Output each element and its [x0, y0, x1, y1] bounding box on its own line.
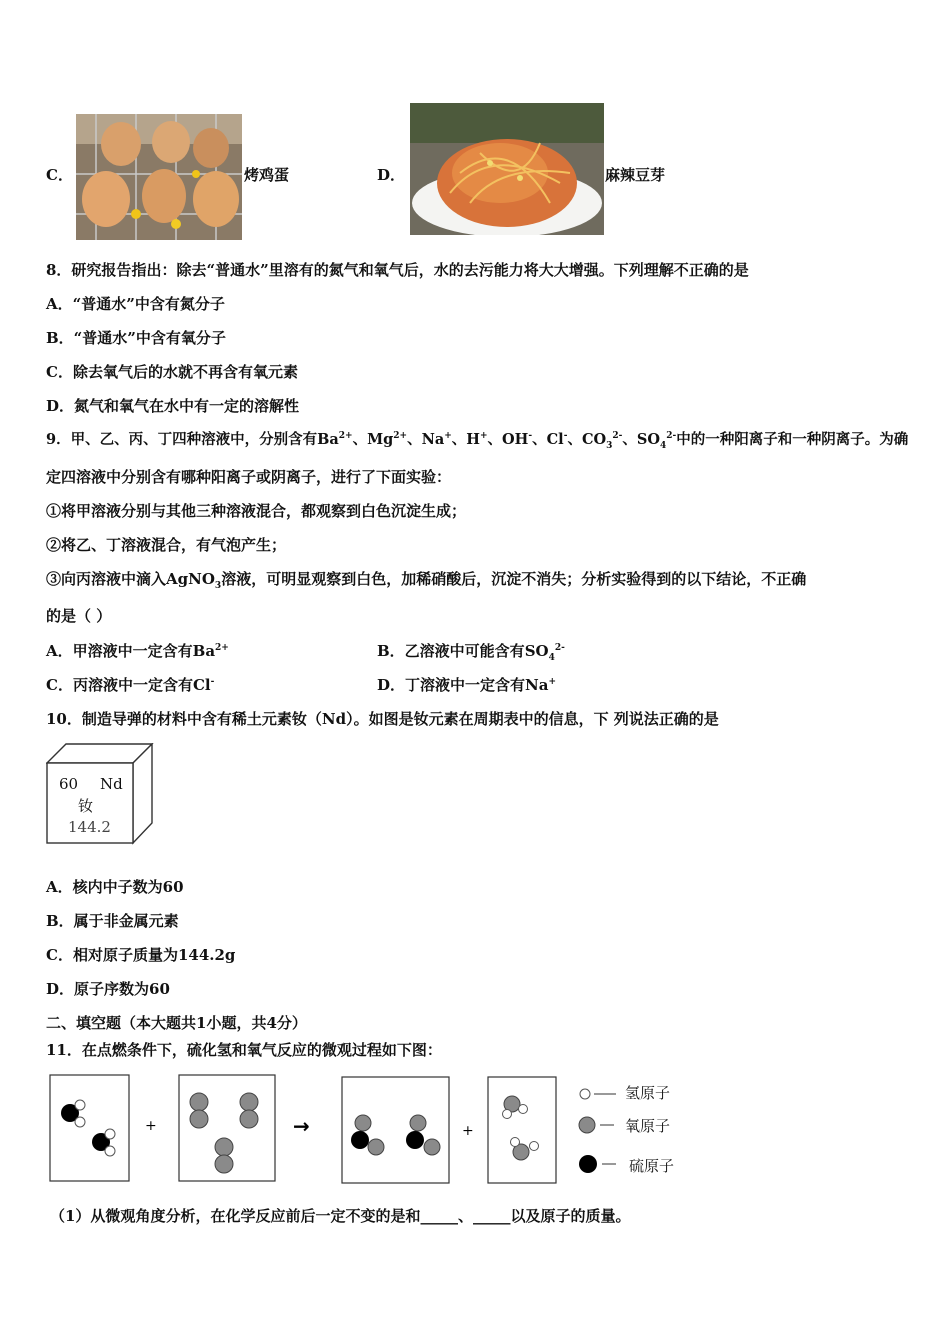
- ion-oh-charge: -: [528, 431, 533, 442]
- element-name: 钕: [78, 797, 94, 815]
- q9-option-b-ion: SO: [524, 642, 549, 660]
- q9-exp3-line2: 的是（ ）: [46, 607, 112, 625]
- q8-option-d: D．氮气和氧气在水中有一定的溶解性: [46, 397, 300, 415]
- element-symbol: Nd: [100, 775, 123, 793]
- reaction-arrow: →: [293, 1114, 310, 1138]
- q9-option-a-ion: Ba: [192, 642, 216, 660]
- q9-option-d: [377, 675, 556, 695]
- q9-option-c-ion: Cl: [192, 676, 211, 694]
- element-card: [46, 743, 154, 845]
- ion-ba: Ba: [317, 431, 339, 448]
- roasted-eggs-photo: [76, 114, 242, 240]
- q9-stem-line2: 定四溶液中分别含有哪种阳离子或阴离子，进行了下面实验：: [46, 468, 452, 486]
- ion-na-charge: +: [444, 431, 452, 442]
- q9-option-d-ion: Na: [525, 676, 549, 694]
- q9-exp3: [46, 569, 806, 589]
- q9-option-d-charge: +: [548, 677, 556, 687]
- q9-exp3-start: ③向丙溶液中滴入: [46, 570, 167, 588]
- q9-option-b-text: B．乙溶液中可能含有: [377, 642, 525, 660]
- q9-exp2: ②将乙、丁溶液混合，有气泡产生；: [46, 536, 287, 554]
- q9-stem-end: 中的一种阳离子和一种阴离子。为确: [676, 431, 909, 448]
- reaction-diagram: [48, 1072, 688, 1187]
- q9-stem-line1: 9．甲、乙、丙、丁四种溶液中，分别含有$Ba^{2+}$、$Mg^{2+}$、Na+、H+、OH-、Cl-、$CO_3^{2-}$、$SO_4^{2-}$中的一种阳离子和一种阴离子。为确: [46, 431, 909, 451]
- ion-mg-charge: 2+: [393, 431, 408, 442]
- q10-option-d: D．原子序数为60: [46, 980, 170, 998]
- q8-stem: 8．研究报告指出：除去“普通水”里溶有的氮气和氧气后，水的去污能力将大大增强。下列理解不正确的是: [46, 261, 749, 279]
- q8-option-b: B．“普通水”中含有氧分子: [46, 329, 226, 347]
- q9-option-b-sub: 4: [548, 653, 555, 663]
- legend-oxygen-label: 氧原子: [625, 1117, 671, 1135]
- ion-co3-sub: 3: [606, 440, 613, 451]
- q8-option-c: C．除去氧气后的水就不再含有氧元素: [46, 363, 298, 381]
- q11-subquestion-1: （1）从微观角度分析，在化学反应前后一定不变的是和_____、_____以及原子的质量。: [50, 1207, 631, 1225]
- q9-option-d-text: D．丁溶液中一定含有: [377, 676, 526, 694]
- q9-option-a-charge: 2+: [215, 643, 229, 653]
- legend-sulfur: [579, 1155, 616, 1173]
- q9-exp3-end: 溶液，可明显观察到白色，加稀硝酸后，沉淀不消失；分析实验得到的以下结论，不正确: [221, 570, 807, 588]
- element-atomic-mass: 144.2: [68, 818, 111, 836]
- h2o-box: [488, 1077, 556, 1183]
- h2s-box: [50, 1075, 129, 1181]
- ion-cl-charge: -: [563, 431, 568, 442]
- q11-stem: 11．在点燃条件下，硫化氢和氧气反应的微观过程如下图：: [46, 1041, 442, 1059]
- ion-so4-charge: 2-: [666, 431, 677, 442]
- ion-co3-charge: 2-: [612, 431, 623, 442]
- q8-option-a: A．“普通水”中含有氮分子: [46, 295, 225, 313]
- q9-option-a: [46, 641, 229, 661]
- option-c-caption: 烤鸡蛋: [244, 166, 290, 184]
- q9-option-a-text: A．甲溶液中一定含有: [46, 642, 193, 660]
- ion-ba-charge: 2+: [338, 431, 353, 442]
- ion-so4: SO: [636, 431, 660, 448]
- legend-oxygen: [579, 1117, 614, 1133]
- ion-cl: Cl: [546, 431, 564, 448]
- legend-hydrogen-label: 氢原子: [625, 1084, 671, 1102]
- q9-stem-start: 9．甲、乙、丙、丁四种溶液中，分别含有: [46, 431, 318, 448]
- ion-so4-sub: 4: [659, 440, 667, 451]
- spicy-bean-sprouts-photo: [410, 103, 604, 235]
- q9-option-c: [46, 675, 214, 695]
- ion-oh: OH: [502, 431, 529, 448]
- q9-option-c-text: C．丙溶液中一定含有: [46, 676, 193, 694]
- q9-exp1: ①将甲溶液分别与其他三种溶液混合，都观察到白色沉淀生成；: [46, 502, 467, 520]
- ion-h: H: [466, 431, 480, 448]
- ion-na: Na: [421, 431, 445, 448]
- section-heading: 二、填空题（本大题共1小题，共4分）: [46, 1014, 307, 1032]
- q10-option-c: C．相对原子质量为144.2g: [46, 946, 236, 964]
- q9-option-c-charge: -: [210, 677, 215, 687]
- element-atomic-number: 60: [59, 775, 79, 793]
- so2-box: [342, 1077, 449, 1183]
- agno3-formula: AgNO: [166, 570, 215, 588]
- q9-option-b-charge: 2-: [554, 643, 565, 653]
- ion-co3: CO: [581, 431, 607, 448]
- option-c-label: C．: [46, 166, 73, 184]
- q9-option-b: [377, 641, 565, 661]
- plus-sign: +: [462, 1123, 474, 1139]
- legend-hydrogen: [580, 1089, 616, 1099]
- legend-sulfur-label: 硫原子: [629, 1157, 675, 1175]
- option-d-label: D．: [377, 166, 406, 184]
- ion-mg: Mg: [367, 431, 394, 448]
- agno3-sub: 3: [214, 581, 222, 591]
- option-d-caption: 麻辣豆芽: [605, 166, 666, 184]
- q10-stem: 10．制造导弹的材料中含有稀土元素钕（Nd）。如图是钕元素在周期表中的信息，下 列说法正确的是: [46, 710, 719, 728]
- q10-option-b: B．属于非金属元素: [46, 912, 179, 930]
- q10-option-a: A．核内中子数为60: [46, 878, 184, 896]
- ion-h-charge: +: [479, 431, 488, 442]
- plus-sign: +: [145, 1118, 157, 1134]
